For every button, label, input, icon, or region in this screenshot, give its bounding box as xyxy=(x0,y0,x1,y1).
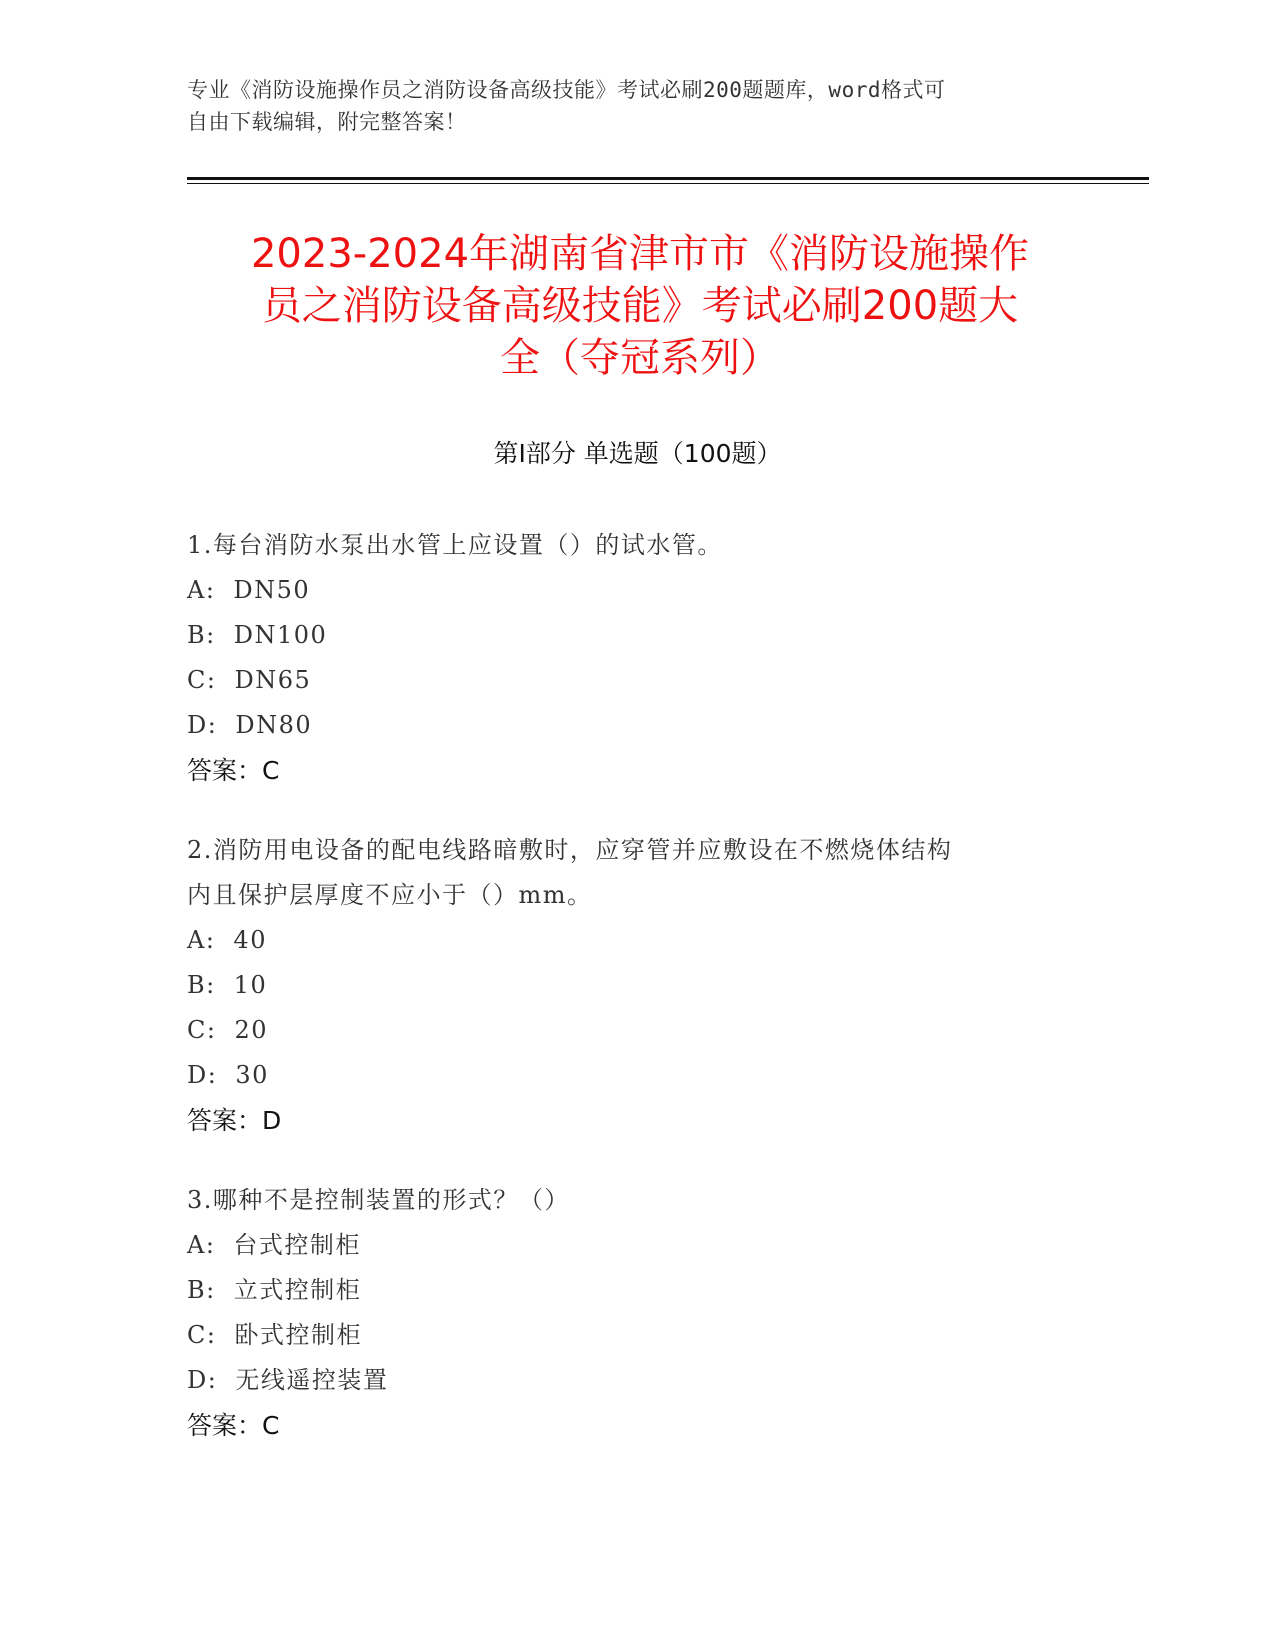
question-option xyxy=(187,1358,1067,1403)
question-answer: 答案：D xyxy=(187,1106,282,1135)
option-text: 卧式控制柜 xyxy=(234,1321,362,1349)
option-letter: A: xyxy=(187,576,216,604)
document-title xyxy=(190,228,1090,384)
option-text: DN80 xyxy=(235,711,313,739)
option-letter: D: xyxy=(187,1061,218,1089)
question-option xyxy=(187,568,1067,613)
question-option xyxy=(187,1268,1067,1313)
option-text: DN100 xyxy=(233,621,328,649)
question-item xyxy=(187,1178,1067,1448)
question-option xyxy=(187,658,1067,703)
section-heading: 第Ⅰ部分 单选题（100题） xyxy=(493,439,782,468)
option-text: 立式控制柜 xyxy=(233,1276,362,1304)
question-answer: 答案：C xyxy=(187,756,280,785)
question-option xyxy=(187,918,1067,963)
option-text: 20 xyxy=(234,1016,268,1044)
option-text: DN50 xyxy=(233,576,311,604)
option-text: DN65 xyxy=(234,666,312,694)
option-text: 无线遥控装置 xyxy=(235,1366,389,1394)
option-letter: C: xyxy=(187,666,217,694)
question-answer: 答案：C xyxy=(187,1411,280,1440)
question-option xyxy=(187,1053,1067,1098)
header-note-line: 专业《消防设施操作员之消防设备高级技能》考试必刷200题题库，word格式可 xyxy=(187,78,946,102)
question-stem: 内且保护层厚度不应小于（）mm。 xyxy=(187,881,593,909)
option-letter: B: xyxy=(187,621,216,649)
question-stem: 3.哪种不是控制装置的形式？（） xyxy=(187,1186,570,1214)
question-option xyxy=(187,613,1067,658)
option-letter: C: xyxy=(187,1321,217,1349)
option-letter: B: xyxy=(187,1276,216,1304)
option-letter: C: xyxy=(187,1016,217,1044)
question-option xyxy=(187,1223,1067,1268)
header-rule-thick xyxy=(187,177,1149,180)
question-list xyxy=(187,523,1067,1483)
header-note xyxy=(187,74,1067,138)
question-option xyxy=(187,1008,1067,1053)
header-rule-thin xyxy=(187,183,1149,184)
option-letter: B: xyxy=(187,971,216,999)
question-option xyxy=(187,1313,1067,1358)
option-letter: A: xyxy=(187,1231,216,1259)
question-stem: 1.每台消防水泵出水管上应设置（）的试水管。 xyxy=(187,531,723,559)
option-text: 30 xyxy=(235,1061,269,1089)
header-note-line: 自由下载编辑，附完整答案！ xyxy=(187,110,467,134)
question-option xyxy=(187,703,1067,748)
document-title-line: 员之消防设备高级技能》考试必刷200题大 xyxy=(261,283,1019,329)
question-item xyxy=(187,523,1067,793)
option-text: 10 xyxy=(233,971,268,999)
document-title-line: 全（夺冠系列） xyxy=(500,335,780,381)
question-option xyxy=(187,963,1067,1008)
option-text: 台式控制柜 xyxy=(233,1231,361,1259)
option-letter: D: xyxy=(187,1366,218,1394)
option-letter: D: xyxy=(187,711,218,739)
option-text: 40 xyxy=(233,926,267,954)
question-stem: 2.消防用电设备的配电线路暗敷时，应穿管并应敷设在不燃烧体结构 xyxy=(187,836,953,864)
option-letter: A: xyxy=(187,926,216,954)
question-item xyxy=(187,828,1067,1143)
document-title-line: 2023-2024年湖南省津市市《消防设施操作 xyxy=(250,231,1030,277)
